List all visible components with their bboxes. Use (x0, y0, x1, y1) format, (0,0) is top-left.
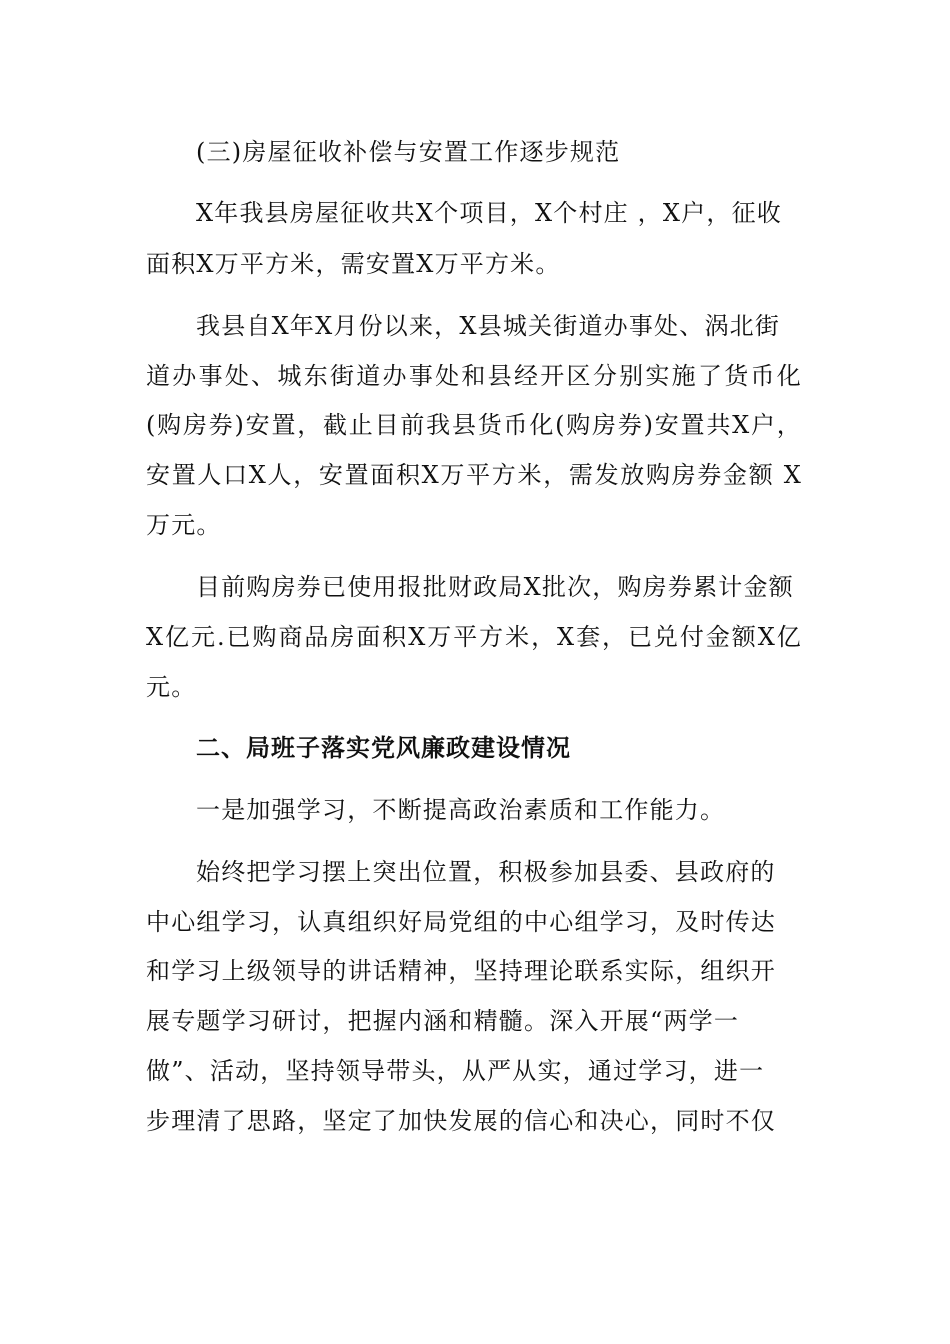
paragraph-line: 目前购房券已使用报批财政局X批次，购房券累计金额 (196, 573, 794, 601)
paragraph-line: 万元。 (146, 511, 222, 539)
paragraph-line: 安置人口X人，安置面积X万平方米，需发放购房券金额 X (146, 461, 802, 489)
paragraph-line: 做”、活动，坚持领导带头，从严从实，通过学习，进一 (146, 1057, 765, 1085)
paragraph-line: 始终把学习摆上突出位置，积极参加县委、县政府的 (196, 858, 776, 886)
paragraph-line: 步理清了思路，坚定了加快发展的信心和决心，同时不仅 (146, 1107, 776, 1135)
paragraph-line: (购房券)安置，截止目前我县货币化(购房券)安置共X户， (146, 411, 802, 439)
paragraph-line: 一是加强学习，不断提高政治素质和工作能力。 (196, 796, 726, 824)
paragraph-line: X年我县房屋征收共X个项目，X个村庄 ，X户，征收 (196, 199, 782, 227)
paragraph-line: 中心组学习，认真组织好局党组的中心组学习，及时传达 (146, 908, 776, 936)
paragraph-line: 我县自X年X月份以来，X县城关街道办事处、涡北街 (196, 312, 781, 340)
paragraph-line: 和学习上级领导的讲话精神，坚持理论联系实际，组织开 (146, 957, 776, 985)
paragraph-line: 面积X万平方米，需安置X万平方米。 (146, 250, 561, 278)
paragraph-line: X亿元.已购商品房面积X万平方米，X套，已兑付金额X亿 (146, 623, 802, 651)
paragraph-line: 道办事处、城东街道办事处和县经开区分别实施了货币化 (146, 362, 802, 390)
section-heading-housing-compensation: (三)房屋征收补偿与安置工作逐步规范 (196, 138, 621, 166)
paragraph-line: 元。 (146, 673, 197, 701)
section-heading-party-conduct: 二、局班子落实党风廉政建设情况 (196, 734, 571, 762)
paragraph-line: 展专题学习研讨，把握内涵和精髓。深入开展“两学一 (146, 1007, 740, 1035)
